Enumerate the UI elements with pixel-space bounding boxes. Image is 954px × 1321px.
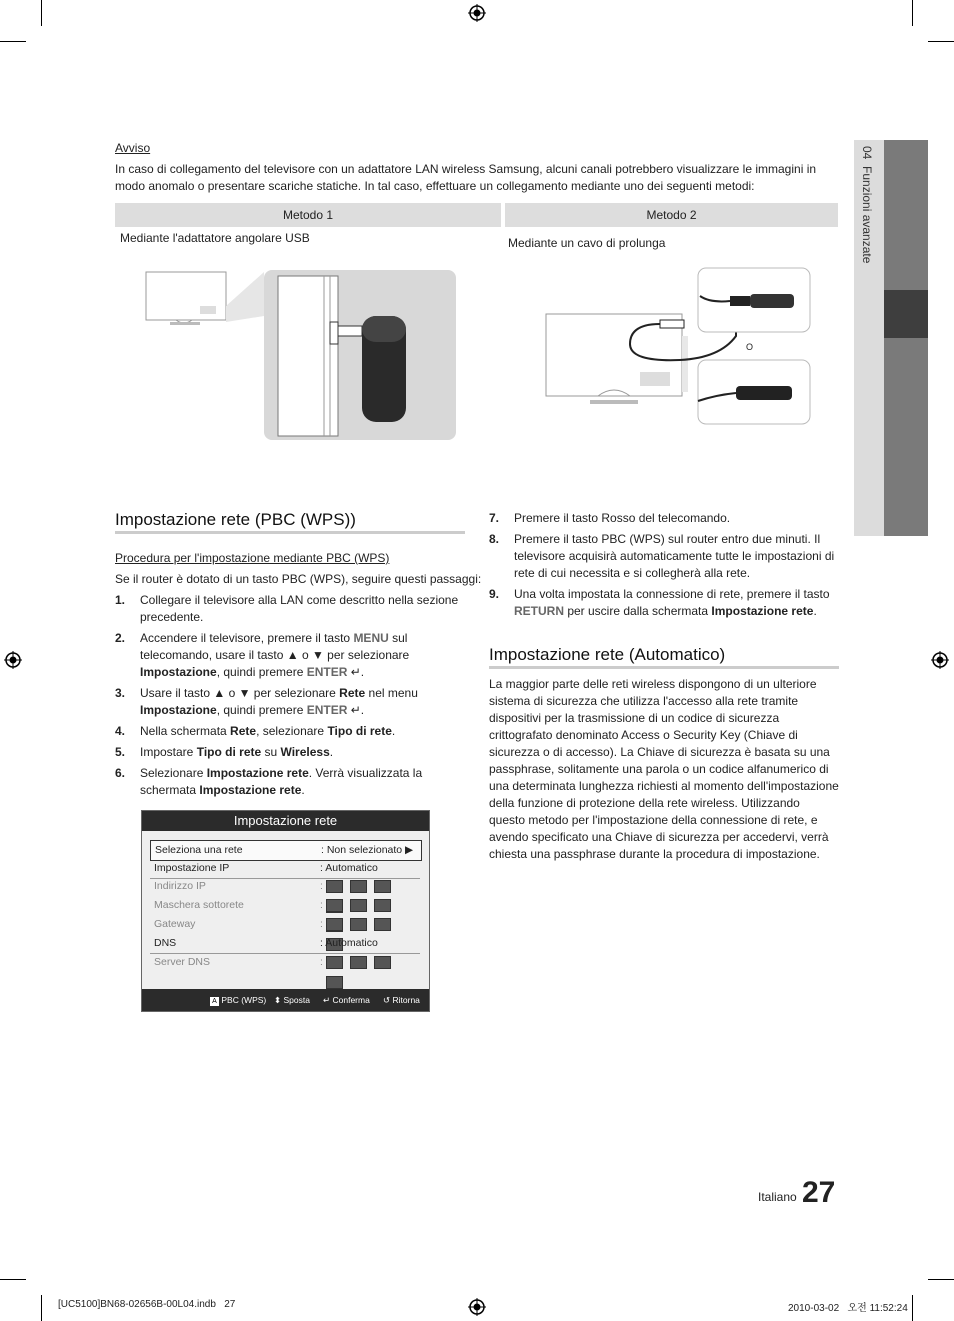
menu-row-value: : Non selezionato ▶ [321, 844, 414, 856]
step-number: 8. [489, 532, 500, 546]
address-box [326, 918, 343, 931]
section-auto-title: Impostazione rete (Automatico) [489, 645, 726, 664]
side-tab-label: 04 Funzioni avanzate [860, 146, 874, 264]
diagram-or-label: O [746, 342, 754, 352]
pbc-step-right-2 [489, 531, 839, 582]
pbc-steps-list [115, 592, 467, 803]
menu-row[interactable] [150, 896, 420, 915]
step-text: Selezionare Impostazione rete. Verrà visualizzata la schermata Impostazione rete. [140, 766, 423, 797]
pbc-step-5 [115, 744, 467, 761]
section-auto-text: La maggior parte delle reti wireless dispongono di un ulteriore sistema di sicurezza che utilizza l'accesso alla rete tramite dispositivi per la trasmissione di un codice di sicurezza crittografato denominato Access o Security Key (Chiave di sicurezza o di accesso). La Chiave di sicurezza è basata su una passphrase, solitamente una parola o un codice alfanumerico di una determinata lunghezza richiesti al momento dell'impostazione della funzione di protezione della rete wireless. Utilizzando questo metodo per l'impostazione della connessione di rete, e avendo specificato una Chiave di sicurezza per accedervi, verrà chiesta una passphrase durante la procedura di impostazione. [489, 677, 839, 861]
crop-mark [41, 0, 42, 26]
pbc-step-right-1 [489, 510, 839, 527]
menu-row[interactable] [150, 877, 420, 896]
crop-mark [0, 1279, 26, 1280]
section-rule [489, 666, 839, 669]
menu-row[interactable] [150, 840, 422, 861]
menu-row-value: : [320, 918, 323, 930]
menu-row-label: Maschera sottorete [154, 899, 244, 911]
pbc-intro: Se il router è dotato di un tasto PBC (WPS), seguire questi passaggi: [115, 572, 482, 586]
address-box [326, 899, 343, 912]
menu-row[interactable] [150, 859, 420, 879]
address-box [350, 956, 367, 969]
return-icon: ↺ [383, 995, 391, 1005]
step-text: Premere il tasto PBC (WPS) sul router entro due minuti. Il televisore acquisirà automaticamente tutte le impostazioni di rete di cui necessita e si collegherà alla rete. [514, 532, 835, 580]
menu-row[interactable] [150, 953, 420, 972]
address-box [326, 880, 343, 893]
menu-footer [142, 989, 429, 1011]
crop-mark [912, 1295, 913, 1321]
pbc-step-2 [115, 630, 467, 681]
menu-row-label: Indirizzo IP [154, 880, 206, 892]
step-text: Impostare Tipo di rete su Wireless. [140, 745, 334, 759]
menu-row-value: : [320, 880, 323, 892]
pbc-step-1 [115, 592, 467, 626]
footer-confirm[interactable]: Conferma [332, 995, 370, 1005]
method-1-header: Metodo 1 [115, 203, 501, 227]
footer-move[interactable]: Sposta [283, 995, 310, 1005]
red-a-key-icon: A [210, 997, 219, 1006]
step-text: Collegare il televisore alla LAN come descritto nella sezione precedente. [140, 593, 459, 624]
footer-file-info: [UC5100]BN68-02656B-00L04.indb 27 [58, 1299, 236, 1310]
step-text: Accendere il televisore, premere il tasto MENU sul telecomando, usare il tasto ▲ o ▼ per selezionare Impostazione, quindi premere ENTER ↵. [140, 631, 410, 679]
step-text: Premere il tasto Rosso del telecomando. [514, 511, 731, 525]
registration-mark-icon [4, 651, 22, 669]
address-box [326, 956, 343, 969]
registration-mark-icon [468, 1298, 486, 1316]
step-number: 9. [489, 587, 500, 601]
step-number: 4. [115, 724, 126, 738]
address-box [374, 880, 391, 893]
menu-row-label: Server DNS [154, 956, 211, 968]
address-box [350, 918, 367, 931]
step-number: 7. [489, 511, 500, 525]
updown-arrows-icon: ⬍ [274, 995, 282, 1005]
menu-row-value: : [320, 899, 323, 911]
enter-icon: ↵ [323, 995, 331, 1005]
address-box [374, 918, 391, 931]
address-box [374, 956, 391, 969]
menu-row-label: DNS [154, 937, 177, 949]
menu-row-label: Impostazione IP [154, 862, 230, 874]
step-number: 5. [115, 745, 126, 759]
pbc-step-right-3 [489, 586, 839, 620]
method-1-desc: Mediante l'adattatore angolare USB [120, 231, 310, 245]
crop-mark [41, 1295, 42, 1321]
menu-row[interactable] [150, 915, 420, 934]
menu-row-label: Seleziona una rete [155, 844, 243, 856]
step-text: Nella schermata Rete, selezionare Tipo di rete. [140, 724, 396, 738]
crop-mark [912, 0, 913, 26]
method-2-desc: Mediante un cavo di prolunga [508, 236, 666, 250]
address-box [374, 899, 391, 912]
menu-row-value: : Automatico [320, 862, 378, 874]
page-number: 27 [802, 1176, 836, 1209]
section-pbc-title: Impostazione rete (PBC (WPS)) [115, 510, 356, 529]
address-box [350, 880, 367, 893]
step-text: Usare il tasto ▲ o ▼ per selezionare Rete nel menu Impostazione, quindi premere ENTER ↵. [140, 686, 418, 717]
method-2-header: Metodo 2 [505, 203, 838, 227]
step-number: 1. [115, 593, 126, 607]
footer-pbc[interactable]: PBC (WPS) [221, 995, 267, 1005]
notice-heading: Avviso [115, 141, 151, 155]
pbc-subheading: Procedura per l'impostazione mediante PBC (WPS) [115, 551, 390, 565]
pbc-step-4 [115, 723, 467, 740]
step-number: 6. [115, 766, 126, 780]
menu-row-value: : [320, 956, 323, 968]
notice-text: In caso di collegamento del televisore con un adattatore LAN wireless Samsung, alcuni canali potrebbero visualizzare le immagini in modo anomalo o presentare scariche statiche. In tal caso, effettuare un collegamento mediante uno dei seguenti metodi: [115, 162, 817, 193]
step-number: 3. [115, 686, 126, 700]
extension-cable-illustration [540, 266, 820, 426]
address-box [326, 976, 343, 989]
crop-mark [928, 1279, 954, 1280]
address-box [350, 899, 367, 912]
section-rule [115, 531, 465, 534]
registration-mark-icon [931, 651, 949, 669]
footer-timestamp: 2010-03-02 오전 11:52:24 [788, 1303, 908, 1314]
menu-row-value: : Automatico [320, 937, 378, 949]
pbc-steps-list-continued [489, 510, 839, 624]
step-text: Una volta impostata la connessione di rete, premere il tasto RETURN per uscire dalla schermata Impostazione rete. [514, 587, 830, 618]
side-tab-light [854, 140, 928, 536]
footer-back[interactable]: Ritorna [392, 995, 420, 1005]
pbc-step-6 [115, 765, 467, 799]
network-setup-menu-screen [141, 810, 430, 1012]
step-number: 2. [115, 631, 126, 645]
menu-row-label: Gateway [154, 918, 196, 930]
footer-language: Italiano [758, 1190, 797, 1204]
crop-mark [0, 41, 26, 42]
pbc-step-3 [115, 685, 467, 719]
registration-mark-icon [468, 4, 486, 22]
menu-row[interactable] [150, 934, 420, 954]
usb-angle-adapter-illustration [140, 266, 460, 442]
crop-mark [928, 41, 954, 42]
menu-title: Impostazione rete [142, 811, 429, 831]
